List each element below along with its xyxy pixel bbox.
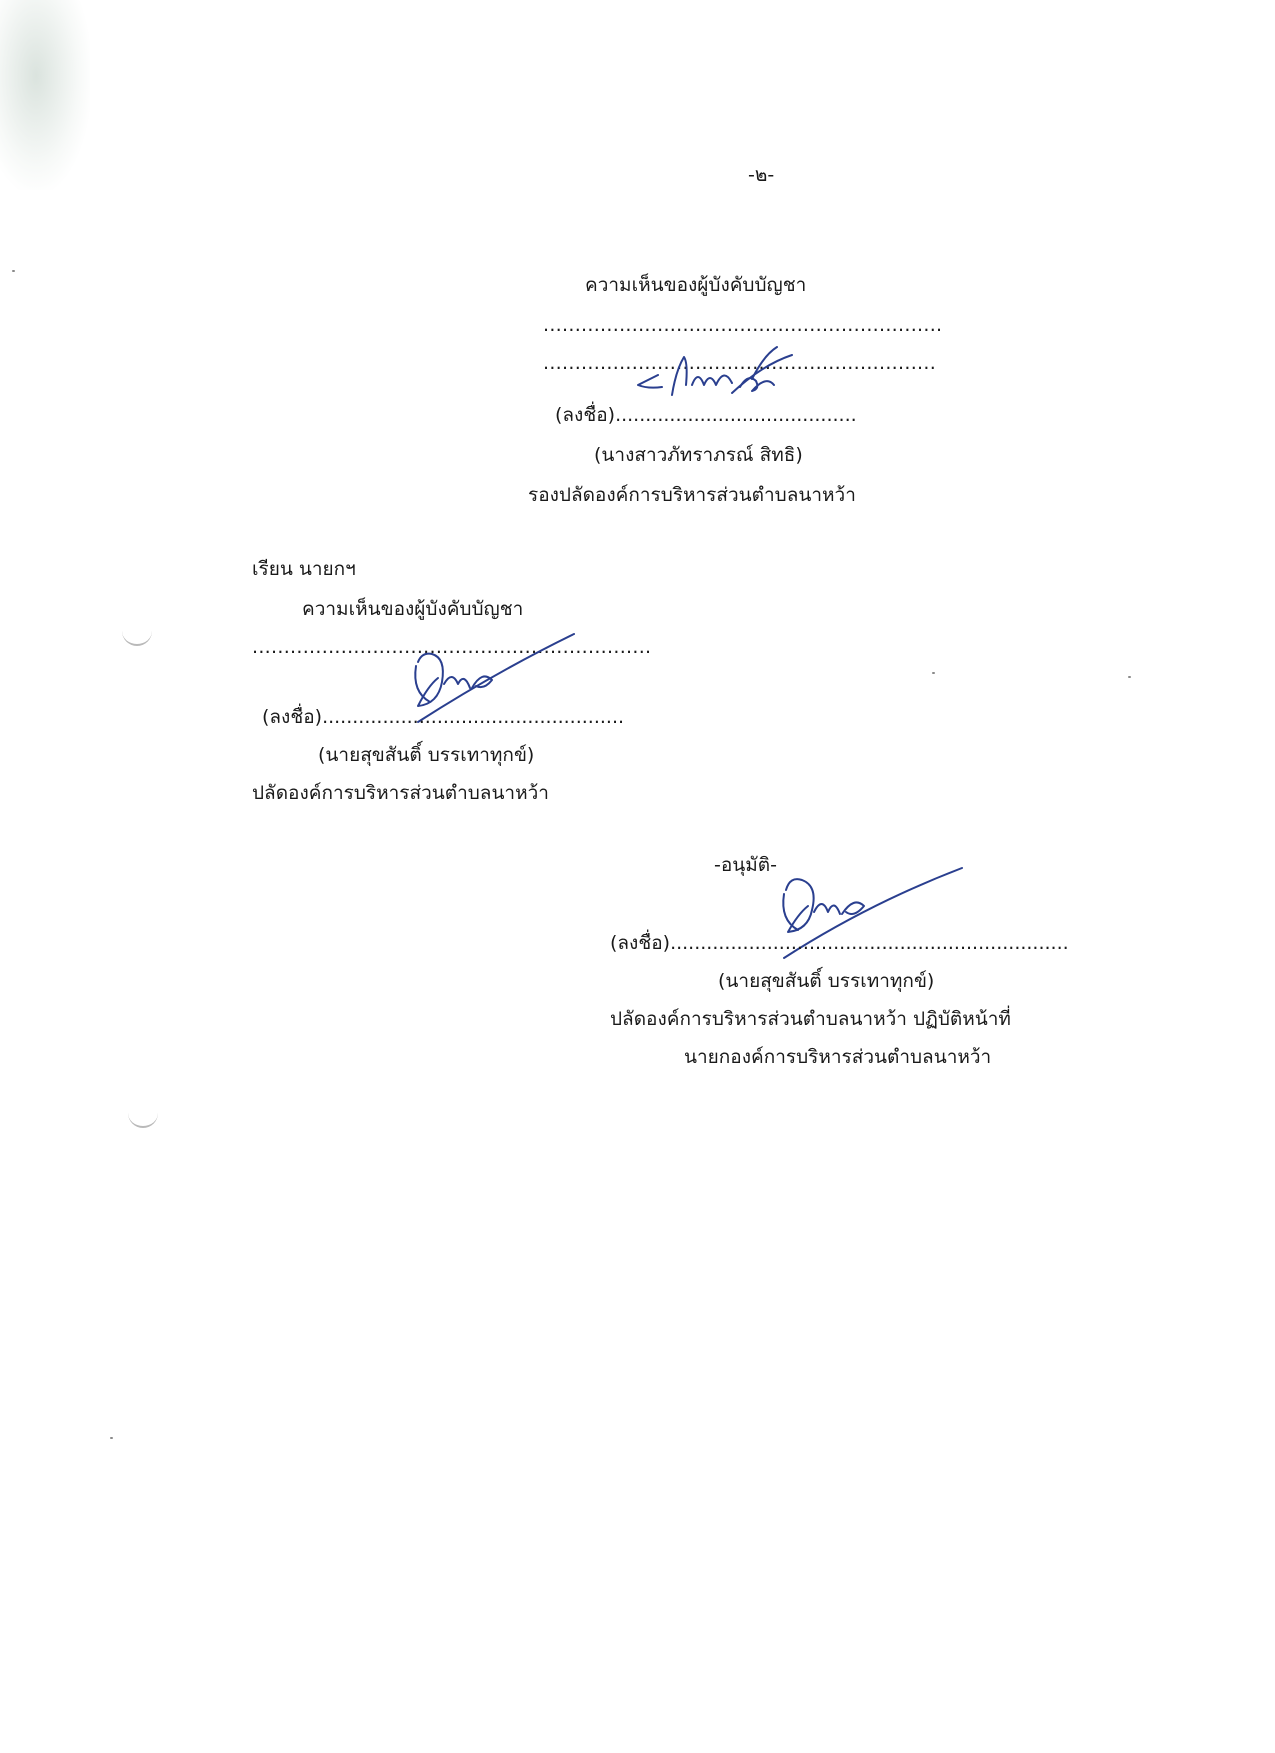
section1-position: รองปลัดองค์การบริหารส่วนตำบลนาหว้า: [528, 484, 856, 506]
section1-dots-line-2: ..............................................................: [543, 352, 937, 374]
page-number: -๒-: [748, 164, 775, 186]
section3-position-line-2: นายกองค์การบริหารส่วนตำบลนาหว้า: [684, 1046, 992, 1068]
sign-label: (ลงชื่อ): [262, 706, 323, 728]
punch-hole-upper: [122, 628, 152, 646]
paper-speck: [12, 270, 15, 272]
sign-dots: ..................................................................: [670, 932, 1069, 954]
section3-position-line-1: ปลัดองค์การบริหารส่วนตำบลนาหว้า ปฏิบัติหน้าที่: [610, 1008, 1011, 1030]
paper-speck: [1128, 676, 1131, 678]
section3-approval: -อนุมัติ-: [714, 854, 777, 876]
sign-dots: ........................................: [615, 404, 857, 426]
section2-name: (นายสุขสันติ์ บรรเทาทุกข์): [318, 744, 535, 766]
section1-name: (นางสาวภัทราภรณ์ สิทธิ): [594, 444, 803, 466]
sign-label: (ลงชื่อ): [610, 932, 671, 954]
section2-dots-line-1: ...............................................................: [252, 636, 652, 658]
paper-speck: [110, 1437, 113, 1439]
section1-heading: ความเห็นของผู้บังคับบัญชา: [585, 274, 807, 296]
paper-speck: [932, 672, 935, 674]
sign-dots: ..................................................: [322, 706, 625, 728]
section2-salutation: เรียน นายกฯ: [252, 558, 356, 580]
section1-dots-line-1: ...............................................................: [543, 314, 943, 336]
signature-1-image: [632, 345, 802, 415]
sign-label: (ลงชื่อ): [555, 404, 616, 426]
section3-signature-line: [610, 930, 1069, 956]
section2-heading: ความเห็นของผู้บังคับบัญชา: [302, 598, 524, 620]
paper-stain: [0, 0, 90, 190]
section3-name: (นายสุขสันติ์ บรรเทาทุกข์): [718, 970, 935, 992]
section2-signature-line: [262, 704, 624, 730]
punch-hole-lower: [128, 1110, 158, 1128]
section2-position: ปลัดองค์การบริหารส่วนตำบลนาหว้า: [252, 782, 549, 804]
